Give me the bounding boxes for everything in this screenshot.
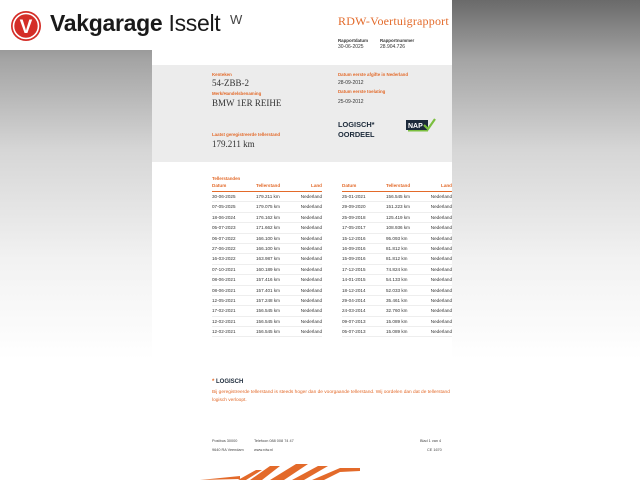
table-row [342, 265, 452, 275]
row-reading: 179.075 km [256, 204, 281, 210]
row-reading: 156.545 km [256, 308, 281, 314]
row-date: 18-12-2014 [342, 287, 366, 293]
row-country: Nederland [430, 245, 452, 251]
table-row [212, 254, 322, 264]
decorative-stripes [200, 462, 360, 480]
row-country: Nederland [300, 297, 322, 303]
vehicle-summary [152, 65, 452, 162]
row-country: Nederland [430, 204, 452, 210]
row-reading: 171.662 km [256, 225, 281, 231]
row-country: Nederland [300, 225, 322, 231]
table-row [342, 244, 452, 254]
nap-logo-icon [406, 118, 436, 132]
brand-banner [0, 0, 224, 50]
table-row [342, 234, 452, 244]
row-date: 16-09-2016 [342, 245, 366, 251]
header-date: Datum [212, 183, 227, 188]
row-country: Nederland [430, 308, 452, 314]
row-country: Nederland [300, 277, 322, 283]
table-row [212, 192, 322, 202]
row-date: 12-02-2021 [212, 329, 236, 335]
logisch-heading [212, 379, 243, 385]
header-country: Land [311, 183, 322, 188]
row-date: 27-06-2022 [212, 245, 236, 251]
row-date: 07-05-2025 [212, 204, 236, 210]
row-date: 14-01-2015 [342, 277, 366, 283]
table-row [212, 223, 322, 233]
row-date: 17-12-2015 [342, 266, 366, 272]
row-date: 07-10-2021 [212, 266, 236, 272]
footer-address-2: 9640 RA Veendam [212, 448, 244, 452]
row-country: Nederland [430, 256, 452, 262]
row-reading: 157.248 km [256, 297, 281, 303]
table-row [212, 317, 322, 327]
row-reading: 108.936 km [386, 225, 411, 231]
row-reading: 163.987 km [256, 256, 281, 262]
brand-label: Merk/Handelsbenaming [212, 91, 262, 96]
row-reading: 15.089 km [386, 329, 408, 335]
verdict-line-1: LOGISCH* [338, 120, 375, 129]
report-number-value: 28.904.726 [380, 44, 406, 50]
readings-title: Tellerstanden [212, 176, 241, 181]
row-date: 17-05-2017 [342, 225, 366, 231]
header-country: Land [441, 183, 452, 188]
nap-logo-text: NAP [408, 123, 423, 130]
row-reading: 35.461 km [386, 297, 408, 303]
report-date-label: Rapportdatum [338, 38, 369, 43]
report-document [152, 0, 452, 480]
row-reading: 160.189 km [256, 266, 281, 272]
row-country: Nederland [300, 204, 322, 210]
row-country: Nederland [430, 297, 452, 303]
footer-phone: Telefoon 088 008 74 47 [254, 439, 294, 443]
row-reading: 125.419 km [386, 214, 411, 220]
row-reading: 32.760 km [386, 308, 408, 314]
first-admission-value: 25-09-2012 [338, 99, 364, 105]
row-date: 12-02-2021 [212, 318, 236, 324]
table-row [342, 327, 452, 337]
brand-name [50, 10, 220, 37]
first-admission-label: Datum eerste toelating [338, 89, 386, 94]
report-number-label: Rapportnummer [380, 38, 415, 43]
row-date: 24-03-2014 [342, 308, 366, 314]
header-reading: Tellerstand [256, 183, 281, 188]
row-reading: 156.545 km [256, 329, 281, 335]
plate-label: Kenteken [212, 72, 232, 77]
row-date: 05-07-2023 [212, 225, 236, 231]
table-row [342, 275, 452, 285]
table-row [342, 254, 452, 264]
row-reading: 81.812 km [386, 256, 408, 262]
row-date: 25-01-2021 [342, 194, 366, 199]
table-row [342, 213, 452, 223]
row-reading: 176.162 km [256, 214, 281, 220]
row-date: 08-06-2021 [212, 277, 236, 283]
row-country: Nederland [300, 256, 322, 262]
row-country: Nederland [300, 318, 322, 324]
header-reading: Tellerstand [386, 183, 411, 188]
row-country: Nederland [300, 329, 322, 335]
row-reading: 54.133 km [386, 277, 408, 283]
vakgarage-logo-icon [10, 10, 42, 42]
row-country: Nederland [300, 266, 322, 272]
row-country: Nederland [430, 318, 452, 324]
row-date: 30-06-2025 [212, 194, 236, 199]
row-country: Nederland [300, 287, 322, 293]
last-reading-value: 179.211 km [212, 139, 255, 149]
report-date-value: 30-06-2025 [338, 44, 364, 50]
row-date: 15-09-2016 [342, 256, 366, 262]
table-row [212, 296, 322, 306]
logo-letter: V [19, 17, 33, 38]
last-reading-label: Laatst geregistreerde tellerstand [212, 132, 281, 137]
row-date: 05-07-2013 [342, 329, 366, 335]
table-row [212, 202, 322, 212]
logisch-title: LOGISCH [216, 379, 244, 385]
row-reading: 179.211 km [256, 194, 280, 199]
brand-name-bold: Vakgarage [50, 10, 163, 36]
row-date: 16-03-2022 [212, 256, 236, 262]
row-date: 29-04-2014 [342, 297, 366, 303]
table-row [212, 265, 322, 275]
row-date: 17-02-2021 [212, 308, 236, 314]
row-country: Nederland [430, 287, 452, 293]
table-header [342, 183, 452, 192]
table-row [342, 286, 452, 296]
report-title: RDW-Voertuigrapport [338, 14, 449, 28]
verdict-line-2: OORDEEL [338, 130, 375, 139]
logisch-explanation: Bij geregistreerde tellerstand is steeds hoger dan de voorgaande tellerstand. Wij oordelen dan dat de tellerstand logisch verloopt. [212, 390, 450, 403]
readings-table-left [212, 183, 322, 337]
row-reading: 156.545 km [386, 194, 411, 199]
row-country: Nederland [300, 194, 322, 199]
row-country: Nederland [430, 194, 452, 199]
row-date: 12-05-2021 [212, 297, 236, 303]
row-date: 06-07-2022 [212, 235, 236, 241]
verdict-badge [338, 120, 375, 140]
brand-value: BMW 1ER REIHE [212, 98, 282, 108]
first-nl-label: Datum eerste afgifte in Nederland [338, 72, 409, 77]
table-row [342, 296, 452, 306]
table-row [212, 286, 322, 296]
row-reading: 52.033 km [386, 287, 408, 293]
footer-website: www.rdw.nl [254, 448, 273, 452]
row-reading: 74.824 km [386, 266, 408, 272]
readings-table-right [342, 183, 452, 337]
row-reading: 151.223 km [386, 204, 411, 210]
row-reading: 157.401 km [256, 287, 281, 293]
footer-code: CE 1670 [427, 448, 442, 452]
table-row [342, 306, 452, 316]
row-country: Nederland [300, 245, 322, 251]
row-country: Nederland [430, 329, 452, 335]
row-date: 08-06-2021 [212, 287, 236, 293]
plate-value: 54-ZBB-2 [212, 78, 249, 88]
table-row [342, 317, 452, 327]
footer-address-1: Postbus 30000 [212, 439, 238, 443]
table-row [342, 202, 452, 212]
logisch-marker: * [212, 379, 215, 385]
table-row [342, 192, 452, 202]
row-country: Nederland [430, 266, 452, 272]
table-row [212, 213, 322, 223]
row-reading: 156.545 km [256, 318, 281, 324]
table-row [212, 306, 322, 316]
table-row [342, 223, 452, 233]
row-reading: 95.093 km [386, 235, 408, 241]
row-date: 25-09-2018 [342, 214, 366, 220]
table-row [212, 244, 322, 254]
brand-name-light: Isselt [168, 10, 221, 36]
row-reading: 166.100 km [256, 235, 281, 241]
row-date: 29-09-2020 [342, 204, 366, 210]
footer-page: Blad 1 van 4 [420, 439, 442, 443]
table-row [212, 234, 322, 244]
row-reading: 157.416 km [256, 277, 281, 283]
row-reading: 166.100 km [256, 245, 281, 251]
row-country: Nederland [300, 235, 322, 241]
row-reading: 81.812 km [386, 245, 408, 251]
table-row [212, 327, 322, 337]
row-country: Nederland [300, 214, 322, 220]
row-country: Nederland [430, 235, 452, 241]
row-country: Nederland [430, 214, 452, 220]
row-reading: 15.089 km [386, 318, 408, 324]
background-letter: W [230, 12, 243, 27]
header-date: Datum [342, 183, 357, 188]
table-row [212, 275, 322, 285]
row-date: 15-12-2016 [342, 235, 366, 241]
row-country: Nederland [430, 225, 452, 231]
row-date: 09-07-2013 [342, 318, 366, 324]
first-nl-value: 28-09-2012 [338, 80, 364, 86]
row-country: Nederland [300, 308, 322, 314]
row-date: 18-06-2024 [212, 214, 236, 220]
table-header [212, 183, 322, 192]
row-country: Nederland [430, 277, 452, 283]
